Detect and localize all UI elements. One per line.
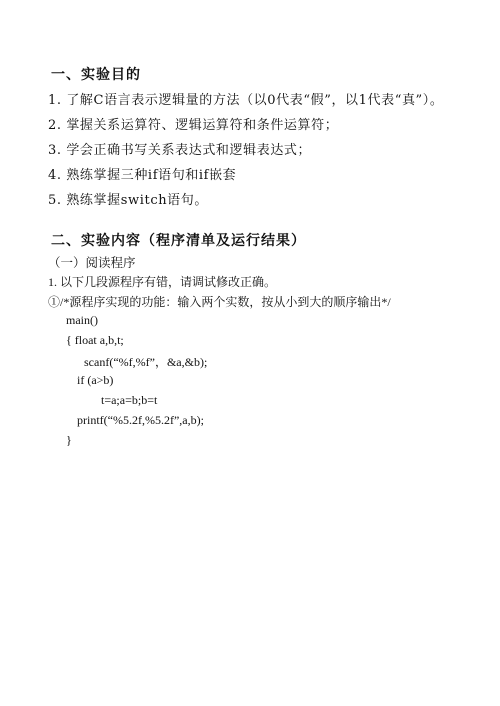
section-title-experiment-purpose: 一、实验目的 (51, 67, 141, 83)
code-line-declaration: { float a,b,t; (66, 333, 124, 347)
objective-item-2: 2. 掌握关系运算符、逻辑运算符和条件运算符； (48, 118, 339, 133)
code-line-printf: printf(“%5.2f,%5.2f”,a,b); (77, 413, 204, 427)
code-line-if: if (a>b) (77, 373, 114, 387)
objective-item-1: 1. 了解C语言表示逻辑量的方法（以0代表“假”，以1代表“真”）。 (48, 93, 444, 108)
objective-item-4: 4. 熟练掌握三种if语句和if嵌套 (48, 168, 237, 183)
code-line-main: main() (66, 313, 98, 327)
code-line-swap: t=a;a=b;b=t (101, 393, 158, 407)
section-title-experiment-content: 二、实验内容（程序清单及运行结果） (51, 233, 306, 249)
subsection-title-read-program: （一）阅读程序 (48, 255, 136, 270)
debug-instruction: 1. 以下几段源程序有错，请调试修改正确。 (48, 275, 277, 289)
code-line-scanf: scanf(“%f,%f”，&a,&b); (84, 355, 208, 369)
code-line-closing-brace: } (66, 433, 72, 447)
program-comment: ①/*源程序实现的功能：输入两个实数，按从小到大的顺序输出*/ (48, 295, 391, 309)
objective-item-5: 5. 熟练掌握switch语句。 (48, 193, 208, 208)
objective-item-3: 3. 学会正确书写关系表达式和逻辑表达式； (48, 143, 312, 158)
